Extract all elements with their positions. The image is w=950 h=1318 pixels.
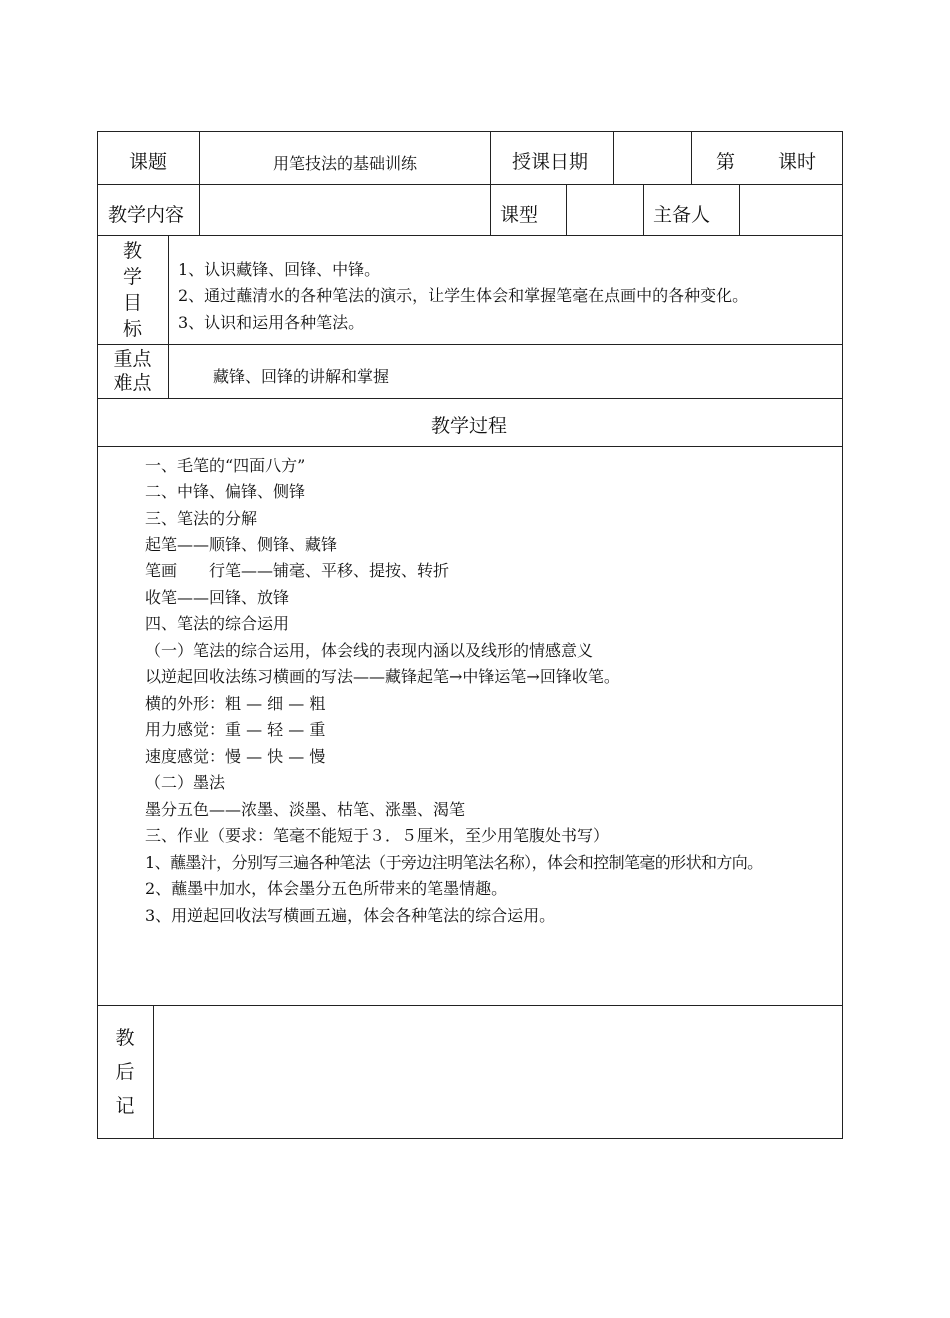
afterword-label-char: 教 (115, 1027, 135, 1049)
process-line: 二、中锋、偏锋、侧锋 (145, 482, 306, 501)
objective-item: 2、通过蘸清水的各种笔法的演示，让学生体会和掌握笔毫在点画中的各种变化。 (178, 286, 749, 305)
objectives-label (97, 235, 168, 344)
col-divider (643, 184, 644, 235)
process-line: 3、用逆起回收法写横画五遍，体会各种笔法的综合运用。 (145, 906, 556, 925)
objectives-label-char: 标 (122, 317, 142, 340)
objective-item: 3、认识和运用各种笔法。 (178, 313, 365, 332)
topic-value: 用笔技法的基础训练 (273, 154, 418, 173)
col-divider (153, 1005, 154, 1139)
content-label: 教学内容 (108, 204, 185, 226)
col-divider (199, 131, 200, 235)
row-divider (97, 1005, 843, 1006)
key-points-label-line: 重点 (113, 348, 152, 370)
col-divider (739, 184, 740, 235)
process-line: （一）笔法的综合运用，体会线的表现内涵以及线形的情感意义 (145, 641, 594, 660)
process-line: 1、蘸墨汁，分别写三遍各种笔法（于旁边注明笔法名称），体会和控制笔毫的形状和方向。 (145, 853, 763, 872)
row-divider (97, 235, 843, 236)
process-line: 墨分五色——浓墨、淡墨、枯笔、涨墨、渴笔 (145, 800, 466, 819)
process-line: （二）墨法 (145, 773, 226, 792)
key-points-label-line: 难点 (113, 372, 152, 394)
type-label: 课型 (500, 204, 539, 226)
objectives-label-char: 目 (122, 291, 142, 314)
preparer-label: 主备人 (653, 204, 711, 226)
col-divider (168, 235, 169, 398)
date-label: 授课日期 (512, 151, 589, 173)
process-line: 收笔——回锋、放锋 (145, 588, 290, 607)
objectives-label-char: 教 (122, 239, 142, 262)
col-divider (566, 184, 567, 235)
afterword-label-char: 后 (115, 1061, 135, 1083)
process-line: 横的外形：粗 — 细 — 粗 (145, 694, 326, 713)
key-points-text: 藏锋、回锋的讲解和掌握 (213, 367, 390, 386)
objectives-label-char: 学 (122, 265, 142, 288)
topic-label: 课题 (129, 151, 168, 173)
process-line: 三、作业（要求：笔毫不能短于３．５厘米，至少用笔腹处书写） (145, 826, 610, 845)
afterword-label-char: 记 (115, 1095, 135, 1117)
process-line: 以逆起回收法练习横画的写法——藏锋起笔→中锋运笔→回锋收笔。 (145, 667, 620, 686)
key-points-label (97, 344, 168, 398)
process-line: 笔画 行笔——铺毫、平移、提按、转折 (145, 561, 450, 580)
row-divider (97, 184, 843, 185)
period-prefix: 第 (716, 151, 736, 173)
process-line: 起笔——顺锋、侧锋、藏锋 (145, 535, 338, 554)
col-divider (613, 131, 614, 184)
process-line: 用力感觉：重 — 轻 — 重 (145, 720, 326, 739)
col-divider (691, 131, 692, 184)
process-line: 2、蘸墨中加水，体会墨分五色所带来的笔墨情趣。 (145, 879, 508, 898)
process-line: 四、笔法的综合运用 (145, 614, 290, 633)
row-divider (97, 344, 843, 345)
col-divider (490, 131, 491, 235)
process-line: 速度感觉：慢 — 快 — 慢 (145, 747, 326, 766)
objective-item: 1、认识藏锋、回锋、中锋。 (178, 260, 381, 279)
process-line: 三、笔法的分解 (145, 509, 258, 528)
process-line: 一、毛笔的“四面八方” (145, 456, 306, 475)
row-divider (97, 398, 843, 399)
row-divider (97, 446, 843, 447)
period-suffix: 课时 (778, 151, 817, 173)
process-title: 教学过程 (431, 415, 508, 437)
afterword-label (97, 1005, 153, 1139)
